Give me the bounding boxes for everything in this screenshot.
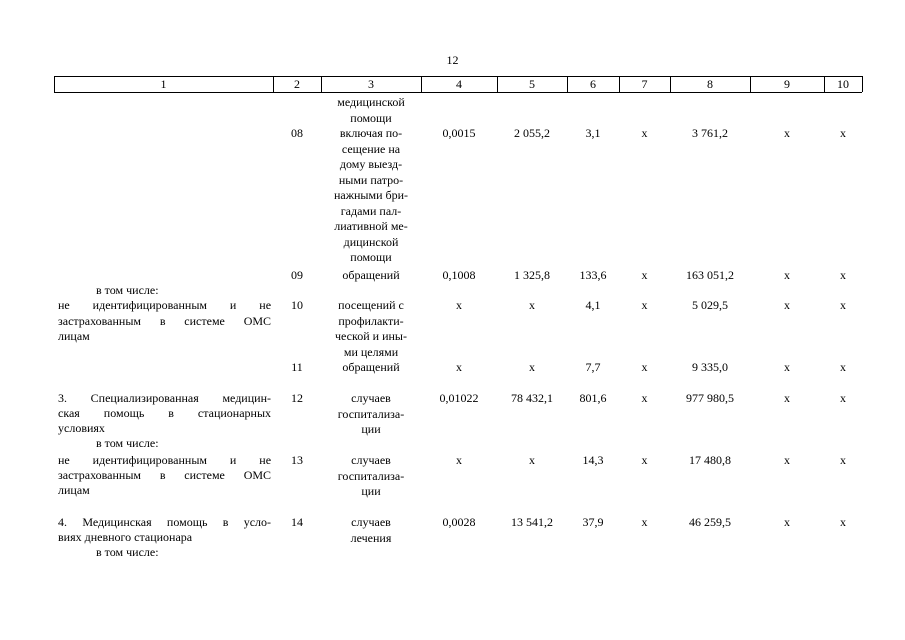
cell-col-6: 4,1 xyxy=(585,298,601,312)
unit-line: включая по- xyxy=(339,126,403,140)
cell-col-5: 78 432,1 xyxy=(511,391,553,405)
unit-line: лечения xyxy=(350,530,392,545)
cell-col-6: 133,6 xyxy=(579,268,607,282)
cell-col-6: 801,6 xyxy=(579,391,607,405)
row-name-word: не xyxy=(58,298,70,312)
cell-col-4: 0,01022 xyxy=(439,391,479,405)
unit-cell xyxy=(321,515,421,546)
header-col-1: 1 xyxy=(160,77,167,91)
row-code: 09 xyxy=(291,268,303,282)
row-code: 10 xyxy=(291,298,303,312)
cell-col-10: х xyxy=(840,126,846,140)
cell-col-4: 0,0028 xyxy=(442,515,476,529)
cell-col-4: 0,0015 xyxy=(442,126,476,140)
row-name-word: усло- xyxy=(243,515,272,529)
unit-line: госпитализа- xyxy=(337,468,405,483)
row-name-word: застрахованным xyxy=(58,314,141,328)
cell-col-5: 2 055,2 xyxy=(514,126,550,140)
row-name-prefix: в том числе: xyxy=(96,283,159,297)
unit-line: сещение на xyxy=(341,141,401,156)
cell-col-7: х xyxy=(641,298,648,312)
row-name-word: в xyxy=(168,406,174,420)
cell-col-5: х xyxy=(529,360,535,374)
row-name-word: системе xyxy=(184,468,225,482)
unit-line: помощи xyxy=(350,250,392,264)
cell-col-9: х xyxy=(784,298,790,312)
row-name-word: не xyxy=(58,453,70,467)
row-name-line xyxy=(58,468,271,484)
unit-line: медицинской xyxy=(337,95,405,109)
unit-line: случаев xyxy=(351,453,391,467)
row-name-word: Специализированная xyxy=(90,391,199,405)
unit-cell: обращений xyxy=(342,360,400,374)
cell-col-9: х xyxy=(784,515,790,529)
unit-line: дому выезд- xyxy=(339,157,403,171)
cell-col-8: 17 480,8 xyxy=(689,453,731,467)
page-number: 12 xyxy=(446,53,459,67)
cell-col-4: х xyxy=(456,298,462,312)
header-bottom-rule xyxy=(54,92,862,93)
cell-col-6: 37,9 xyxy=(582,515,604,529)
cell-col-7: х xyxy=(641,391,648,405)
cell-col-9: х xyxy=(784,126,790,140)
row-name-line xyxy=(58,406,271,422)
unit-line: помощи xyxy=(350,110,392,125)
cell-col-7: х xyxy=(641,268,648,282)
row-name-word: медицин- xyxy=(222,391,271,405)
cell-col-7: х xyxy=(641,453,648,467)
unit-line: гадами пал- xyxy=(340,203,402,218)
row-name-line xyxy=(58,453,271,469)
cell-col-9: х xyxy=(784,453,790,467)
row-name-word: ОМС xyxy=(243,468,272,482)
cell-col-10: х xyxy=(840,360,846,374)
cell-col-7: х xyxy=(641,360,648,374)
unit-cell xyxy=(321,298,421,360)
unit-line: профилакти- xyxy=(338,313,404,328)
unit-cell xyxy=(321,391,421,438)
unit-cell xyxy=(321,453,421,500)
unit-line: нажными бри- xyxy=(333,188,409,202)
cell-col-8: 977 980,5 xyxy=(686,391,734,405)
unit-line: ции xyxy=(361,422,381,436)
row-name-suffix: в том числе: xyxy=(96,545,159,559)
row-name-word: стационарных xyxy=(197,406,272,420)
header-col-4: 4 xyxy=(456,77,462,91)
header-col-6: 6 xyxy=(590,77,596,91)
unit-cell xyxy=(321,95,421,266)
cell-col-5: х xyxy=(529,298,535,312)
row-name-word: и xyxy=(229,298,237,312)
unit-line: ми целями xyxy=(343,344,399,359)
row-name-line xyxy=(58,298,271,314)
row-code: 12 xyxy=(291,391,303,405)
unit-line: ными патро- xyxy=(338,172,404,187)
cell-col-9: х xyxy=(784,391,790,405)
cell-col-8: 9 335,0 xyxy=(692,360,728,374)
cell-col-5: х xyxy=(529,453,535,467)
unit-line: ции xyxy=(361,484,381,498)
row-name-word: 4. xyxy=(58,515,67,529)
cell-col-10: х xyxy=(840,268,846,282)
cell-col-6: 14,3 xyxy=(582,453,604,467)
header-col-5: 5 xyxy=(529,77,535,91)
cell-col-10: х xyxy=(840,453,846,467)
header-col-8: 8 xyxy=(707,77,713,91)
unit-line: лиативной ме- xyxy=(334,219,408,233)
row-name-word: системе xyxy=(184,314,225,328)
unit-line: случаев xyxy=(351,515,391,529)
cell-col-6: 7,7 xyxy=(585,360,601,374)
row-name-word: идентифицированным xyxy=(92,453,207,467)
row-name-word: ОМС xyxy=(243,314,272,328)
cell-col-5: 13 541,2 xyxy=(511,515,553,529)
unit-line: дицинской xyxy=(343,234,399,249)
cell-col-5: 1 325,8 xyxy=(514,268,550,282)
cell-col-9: х xyxy=(784,268,790,282)
header-col-9: 9 xyxy=(784,77,790,91)
row-name-line xyxy=(58,391,271,407)
cell-col-10: х xyxy=(840,391,846,405)
cell-col-7: х xyxy=(641,515,648,529)
cell-col-4: 0,1008 xyxy=(442,268,476,282)
row-name-word: в xyxy=(159,314,166,328)
row-name-line: лицам xyxy=(58,483,90,497)
row-name-word: в xyxy=(222,515,229,529)
row-name-line xyxy=(58,515,271,531)
row-code: 13 xyxy=(291,453,303,467)
header-col-10: 10 xyxy=(837,77,849,91)
row-name-word: не xyxy=(259,298,272,312)
cell-col-10: х xyxy=(840,298,846,312)
header-col-3: 3 xyxy=(368,77,374,91)
cell-col-7: х xyxy=(641,126,648,140)
row-name-line: условиях xyxy=(58,421,105,435)
cell-col-8: 3 761,2 xyxy=(692,126,728,140)
row-name-word: помощь xyxy=(103,406,145,420)
row-name-word: в xyxy=(159,468,166,482)
row-name-word: помощь xyxy=(166,515,208,529)
row-code: 11 xyxy=(291,360,303,374)
row-name-line: виях дневного стационара xyxy=(58,530,193,544)
row-name-word: и xyxy=(229,453,237,467)
row-name-word: Медицинская xyxy=(82,515,152,529)
cell-col-9: х xyxy=(784,360,790,374)
row-name-suffix: в том числе: xyxy=(96,436,159,450)
unit-line: посещений с xyxy=(338,298,404,312)
header-divider xyxy=(862,76,863,92)
unit-line: ческой и ины- xyxy=(335,329,407,343)
row-name-word: ская xyxy=(58,406,80,420)
cell-col-8: 163 051,2 xyxy=(686,268,734,282)
row-name-word: идентифицированным xyxy=(92,298,207,312)
row-code: 14 xyxy=(291,515,303,529)
unit-line: госпитализа- xyxy=(337,406,405,421)
cell-col-4: х xyxy=(456,453,462,467)
cell-col-8: 46 259,5 xyxy=(689,515,731,529)
row-name-word: застрахованным xyxy=(58,468,141,482)
cell-col-8: 5 029,5 xyxy=(692,298,728,312)
cell-col-10: х xyxy=(840,515,846,529)
header-col-7: 7 xyxy=(641,77,648,91)
row-name-word: не xyxy=(259,453,272,467)
header-col-2: 2 xyxy=(294,77,300,91)
unit-line: случаев xyxy=(351,391,391,405)
row-code: 08 xyxy=(291,126,303,140)
row-name-line: лицам xyxy=(58,329,90,343)
row-name-line xyxy=(58,314,271,330)
row-name-word: 3. xyxy=(58,391,67,405)
unit-cell: обращений xyxy=(342,268,400,282)
cell-col-6: 3,1 xyxy=(585,126,601,140)
cell-col-4: х xyxy=(456,360,462,374)
